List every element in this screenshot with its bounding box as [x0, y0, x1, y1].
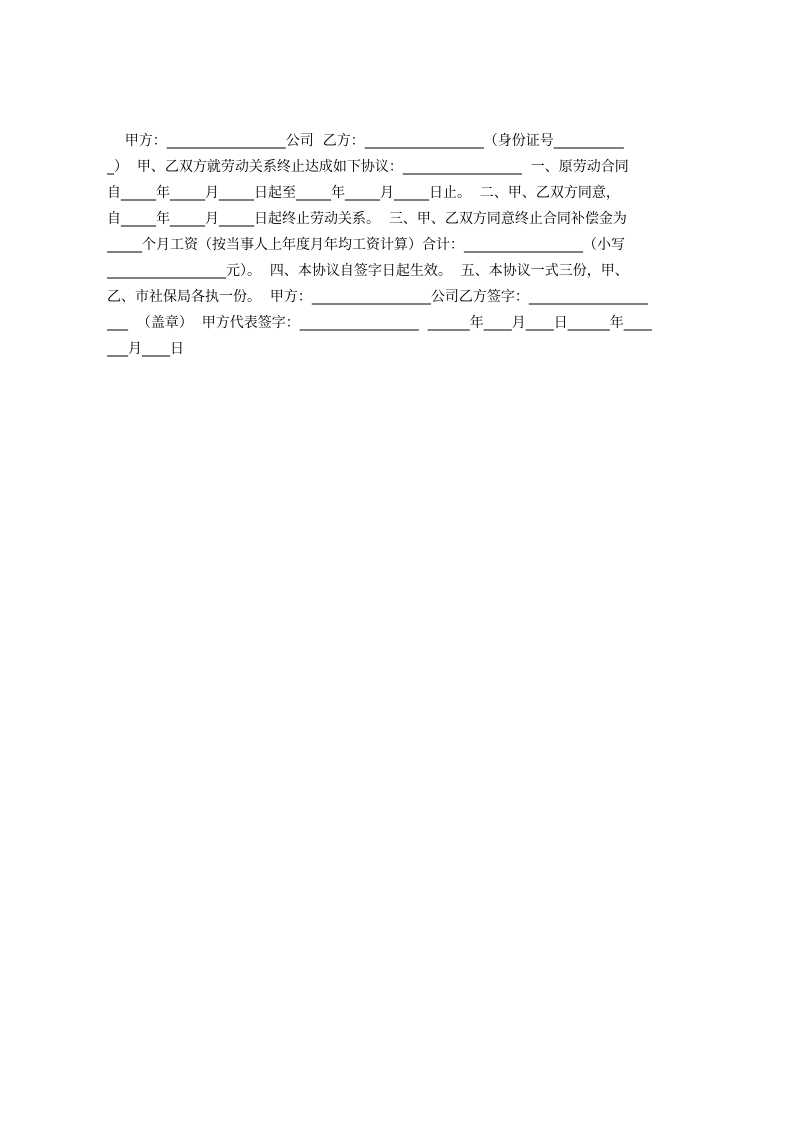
text-line-7: 乙、市社保局各执一份。 甲方：_________________公司乙方签字：_________________	[107, 289, 648, 305]
agreement-text	[107, 128, 698, 362]
text-line-1: 甲方：_________________公司 乙方：_________________（身份证号__________	[107, 133, 624, 149]
text-line-9: ___月____日	[107, 341, 184, 357]
text-line-8: ___ （盖章） 甲方代表签字：_________________ ______年____月____日______年____	[107, 315, 652, 331]
text-line-6: _________________元）。 四、本协议自签字日起生效。 五、本协议一式三份，甲、	[107, 263, 629, 279]
text-line-4: 自_____年_____月_____日起终止劳动关系。 三、甲、乙双方同意终止合同补偿金为	[107, 211, 627, 227]
text-line-5: _____个月工资（按当事人上年度月年均工资计算）合计：_________________（小写	[107, 237, 625, 253]
text-line-2: _） 甲、乙双方就劳动关系终止达成如下协议：_________________ 一、原劳动合同	[107, 159, 629, 175]
text-line-3: 自_____年_____月_____日起至_____年_____月_____日止。 二、甲、乙双方同意，	[107, 185, 620, 201]
